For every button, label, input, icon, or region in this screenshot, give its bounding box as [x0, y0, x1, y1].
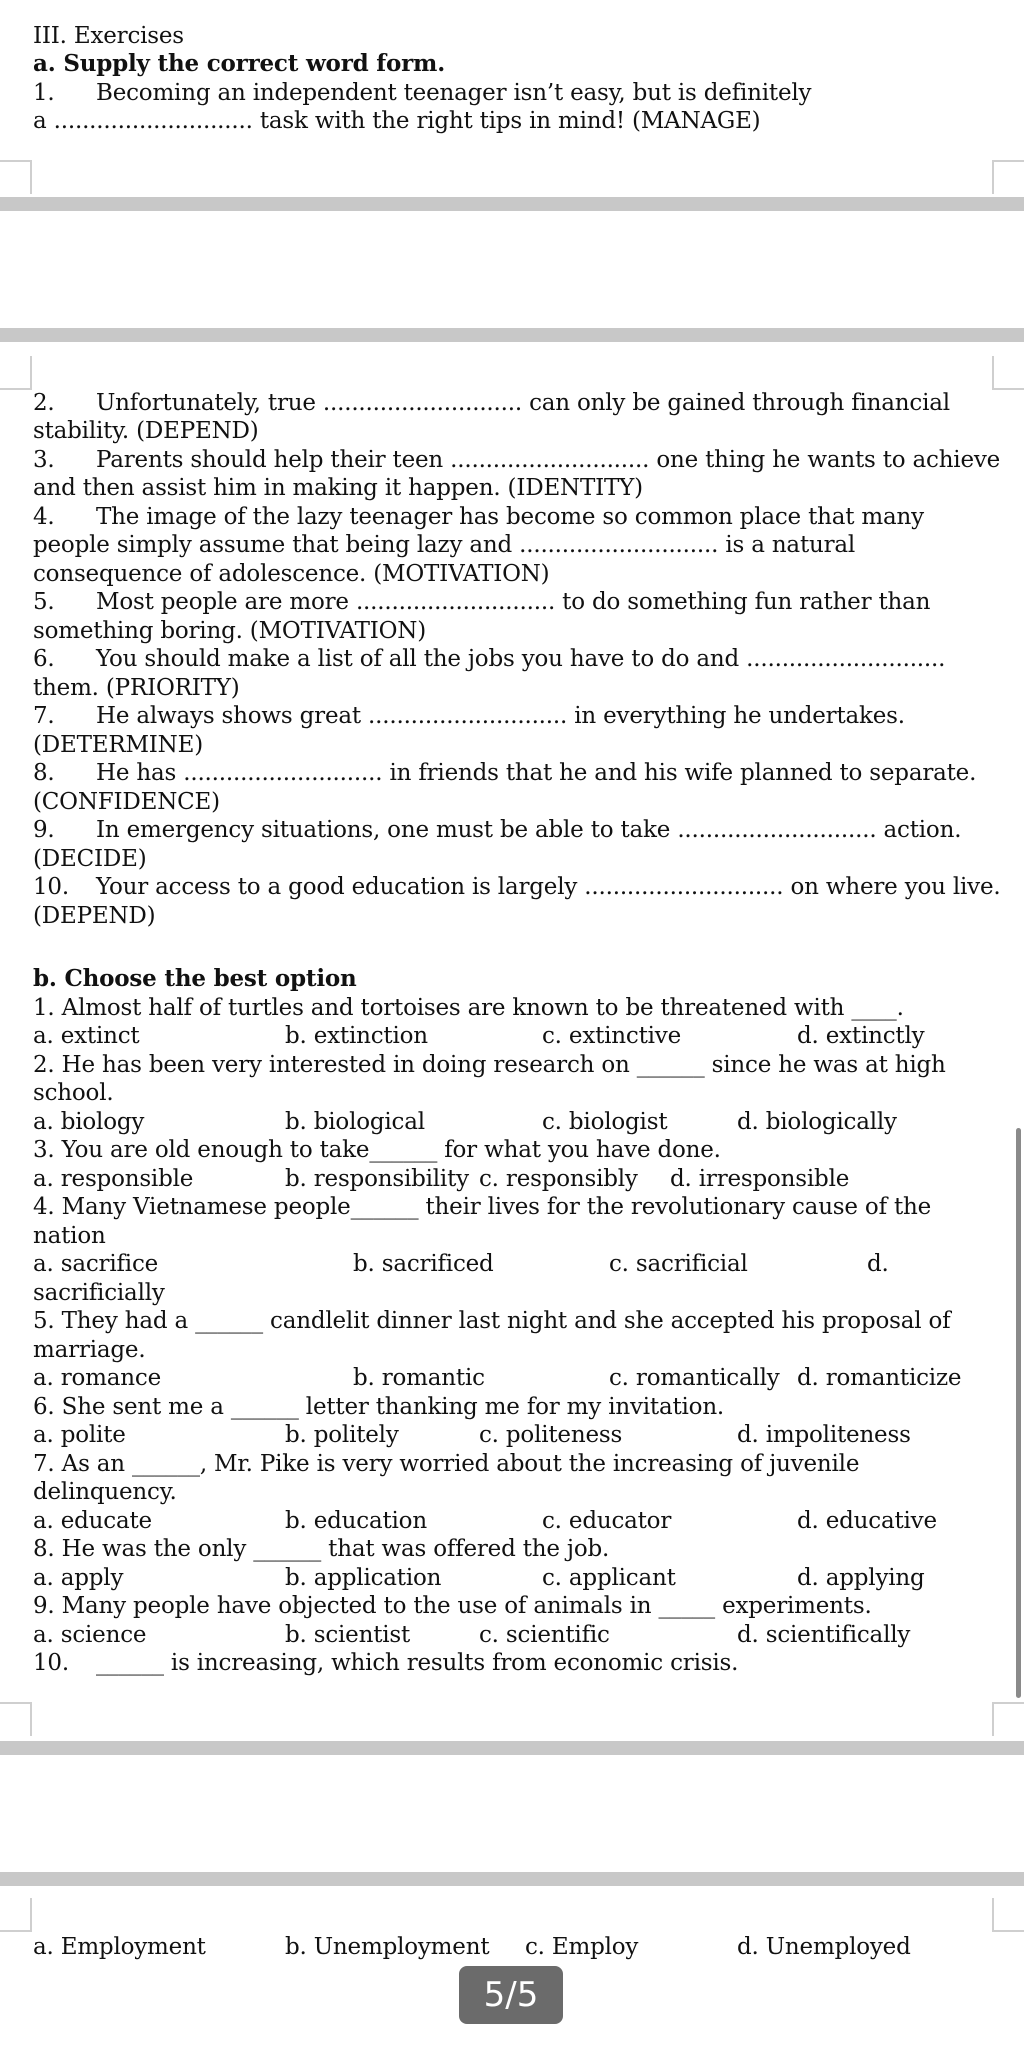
- option-b: b. extinction: [285, 1023, 428, 1049]
- option-b: b. application: [285, 1565, 442, 1591]
- page-corner: [992, 1898, 1024, 1932]
- page-corner: [0, 1898, 32, 1932]
- option-b: b. Unemployment: [285, 1934, 490, 1960]
- page-separator: [0, 328, 1024, 342]
- option-a: a. sacrifice: [33, 1251, 159, 1277]
- page-indicator: 5/5: [459, 1966, 563, 2024]
- option-d: d. scientifically: [737, 1622, 911, 1648]
- item-line: 2. Unfortunately, true ............................ can only be gained through financial: [33, 390, 950, 416]
- option-a: a. Employment: [33, 1934, 206, 1960]
- option-c: c. extinctive: [542, 1023, 681, 1049]
- section-b-heading: b. Choose the best option: [33, 965, 357, 992]
- item-line: (DETERMINE): [33, 732, 203, 758]
- option-c: c. applicant: [542, 1565, 676, 1591]
- option-d: d. irresponsible: [670, 1166, 850, 1192]
- question-10: 10. ______ is increasing, which results from economic crisis.: [33, 1650, 739, 1676]
- option-a: a. extinct: [33, 1023, 140, 1049]
- option-d-cont: sacrificially: [33, 1280, 165, 1306]
- option-d: d. impoliteness: [737, 1422, 911, 1448]
- option-c: c. scientific: [479, 1622, 610, 1648]
- page-separator: [0, 1872, 1024, 1886]
- scrollbar-thumb[interactable]: [1016, 1128, 1021, 1698]
- question-5: 5. They had a ______ candlelit dinner last night and she accepted his proposal of: [33, 1308, 951, 1334]
- item-line: 3. Parents should help their teen ............................ one thing he wants to achieve: [33, 447, 1001, 473]
- option-b: b. responsibility: [285, 1166, 469, 1192]
- item-line: 8. He has ............................ in friends that he and his wife planned to separate.: [33, 760, 977, 786]
- question-1: 1. Almost half of turtles and tortoises are known to be threatened with ____.: [33, 995, 904, 1021]
- option-b: b. education: [285, 1508, 427, 1534]
- question-4-cont: nation: [33, 1223, 106, 1249]
- question-5-cont: marriage.: [33, 1337, 146, 1363]
- item-line: them. (PRIORITY): [33, 675, 240, 701]
- section-a-heading: a. Supply the correct word form.: [33, 50, 446, 77]
- option-b: b. scientist: [285, 1622, 411, 1648]
- option-a: a. polite: [33, 1422, 126, 1448]
- page-corner: [992, 1702, 1024, 1736]
- page-separator: [0, 1741, 1024, 1755]
- option-d: d.: [867, 1251, 889, 1277]
- option-c: c. Employ: [525, 1934, 639, 1960]
- item-line: 4. The image of the lazy teenager has become so common place that many: [33, 504, 924, 530]
- item-line: 5. Most people are more ............................ to do something fun rather than: [33, 589, 931, 615]
- option-a: a. science: [33, 1622, 147, 1648]
- option-c: c. responsibly: [479, 1166, 638, 1192]
- option-a: a. romance: [33, 1365, 162, 1391]
- question-4: 4. Many Vietnamese people______ their lives for the revolutionary cause of the: [33, 1194, 932, 1220]
- option-a: a. apply: [33, 1565, 124, 1591]
- item-line: people simply assume that being lazy and ............................ is a natural: [33, 532, 856, 558]
- option-c: c. politeness: [479, 1422, 623, 1448]
- question-2-cont: school.: [33, 1080, 114, 1106]
- page-corner: [0, 160, 32, 194]
- question-7: 7. As an ______, Mr. Pike is very worried about the increasing of juvenile: [33, 1451, 860, 1477]
- item-line: and then assist him in making it happen. (IDENTITY): [33, 475, 643, 501]
- item-line: consequence of adolescence. (MOTIVATION): [33, 561, 550, 587]
- question-9: 9. Many people have objected to the use of animals in _____ experiments.: [33, 1593, 872, 1619]
- page-separator: [0, 197, 1024, 211]
- option-d: d. Unemployed: [737, 1934, 911, 1960]
- option-b: b. sacrificed: [353, 1251, 494, 1277]
- question-6: 6. She sent me a ______ letter thanking me for my invitation.: [33, 1394, 725, 1420]
- item-line: 6. You should make a list of all the jobs you have to do and ............................: [33, 646, 946, 672]
- question-2: 2. He has been very interested in doing research on ______ since he was at high: [33, 1052, 946, 1078]
- option-d: d. biologically: [737, 1109, 897, 1135]
- item-line: 9. In emergency situations, one must be able to take ............................ action.: [33, 817, 962, 843]
- item-line: stability. (DEPEND): [33, 418, 259, 444]
- page-corner: [0, 1702, 32, 1736]
- option-d: d. romanticize: [797, 1365, 962, 1391]
- option-a: a. responsible: [33, 1166, 194, 1192]
- option-b: b. biological: [285, 1109, 425, 1135]
- option-b: b. politely: [285, 1422, 399, 1448]
- item-line: (CONFIDENCE): [33, 789, 220, 815]
- item-line: 1. Becoming an independent teenager isn’t easy, but is definitely: [33, 80, 812, 106]
- item-line: (DECIDE): [33, 846, 147, 872]
- page-corner: [992, 160, 1024, 194]
- question-8: 8. He was the only ______ that was offered the job.: [33, 1536, 610, 1562]
- option-b: b. romantic: [353, 1365, 485, 1391]
- option-c: c. biologist: [542, 1109, 668, 1135]
- option-a: a. educate: [33, 1508, 152, 1534]
- option-d: d. extinctly: [797, 1023, 925, 1049]
- option-d: d. educative: [797, 1508, 937, 1534]
- option-c: c. sacrificial: [609, 1251, 748, 1277]
- question-3: 3. You are old enough to take______ for what you have done.: [33, 1137, 721, 1163]
- item-line: 7. He always shows great ............................ in everything he undertakes.: [33, 703, 905, 729]
- option-d: d. applying: [797, 1565, 925, 1591]
- exercises-title: III. Exercises: [33, 23, 184, 49]
- item-line: a ............................ task with the right tips in mind! (MANAGE): [33, 108, 761, 134]
- option-c: c. educator: [542, 1508, 672, 1534]
- item-line: something boring. (MOTIVATION): [33, 618, 426, 644]
- item-line: 10. Your access to a good education is largely ............................ on where you live.: [33, 874, 1001, 900]
- question-7-cont: delinquency.: [33, 1479, 177, 1505]
- option-c: c. romantically: [609, 1365, 780, 1391]
- page-corner: [0, 356, 32, 390]
- item-line: (DEPEND): [33, 903, 156, 929]
- page-corner: [992, 356, 1024, 390]
- option-a: a. biology: [33, 1109, 145, 1135]
